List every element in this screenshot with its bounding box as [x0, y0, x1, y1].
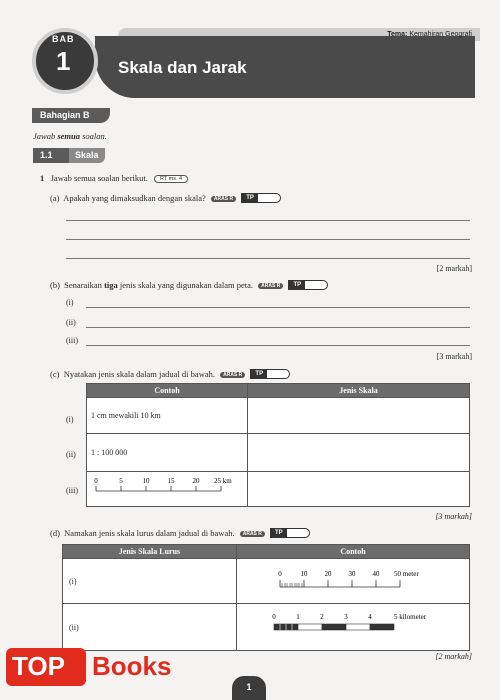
- table-header: Contoh: [87, 384, 248, 398]
- answer-line[interactable]: [66, 258, 470, 259]
- scale-tick-label: 40: [372, 570, 380, 578]
- scale-tick-label: 25 km: [214, 477, 232, 485]
- table-header: Jenis Skala: [248, 384, 470, 398]
- table-cell: [237, 559, 470, 604]
- chapter-title: Skala dan Jarak: [118, 58, 247, 77]
- linear-scale-meter: [237, 559, 469, 601]
- row-label: (i): [69, 576, 77, 586]
- answer-cell[interactable]: [63, 604, 237, 651]
- marks-c: [3 markah]: [435, 512, 472, 521]
- answer-line[interactable]: [86, 345, 470, 346]
- table-header: Contoh: [237, 545, 470, 559]
- scale-tick-label: 0: [94, 477, 98, 485]
- aras-badge: ARAS R: [220, 372, 245, 378]
- scale-tick-label: 3: [344, 613, 348, 621]
- answer-cell[interactable]: [248, 398, 470, 434]
- scale-tick-label: 0: [278, 570, 282, 578]
- scale-tick-label: 20: [324, 570, 332, 578]
- topbooks-logo: TOP Books: [6, 648, 186, 686]
- scale-tick-label: 30: [348, 570, 356, 578]
- scale-tick-label: 15: [167, 477, 175, 485]
- scale-tick-label: 5 kilometer: [394, 613, 427, 621]
- table-cell: 1 : 100 000: [87, 434, 248, 472]
- table-header: Jenis Skala Lurus: [63, 545, 237, 559]
- scale-type-table: [86, 383, 470, 507]
- marks-d: [2 markah]: [435, 652, 472, 661]
- aras-badge: ARAS R: [211, 196, 236, 202]
- table-cell: 1 cm mewakili 10 km: [87, 398, 248, 434]
- answer-line[interactable]: [86, 307, 470, 308]
- scale-tick-label: 1: [296, 613, 300, 621]
- answer-cell[interactable]: [63, 559, 237, 604]
- scale-tick-label: 4: [368, 613, 372, 621]
- scale-tick-label: 2: [320, 613, 324, 621]
- theme-label: Tema: Kemahiran Geografi: [387, 31, 472, 38]
- chapter-badge-label: BAB: [52, 34, 75, 44]
- question-a: (a) Apakah yang dimaksudkan dengan skala? ARAS R TP: [50, 193, 281, 203]
- answer-cell[interactable]: [248, 434, 470, 472]
- rt-badge: RT ms. 4: [154, 175, 188, 183]
- scale-tick-label: 0: [272, 613, 276, 621]
- tp-badge: TP: [270, 528, 310, 538]
- page-number: 1: [232, 676, 266, 700]
- tp-badge: TP: [288, 280, 328, 290]
- list-item-label: (iii): [66, 336, 78, 345]
- list-item-label: (ii): [66, 318, 76, 327]
- row-label: (ii): [69, 622, 79, 632]
- answer-cell[interactable]: [248, 472, 470, 507]
- linear-scale-kilometer: [237, 604, 469, 648]
- row-label: (i): [66, 415, 74, 424]
- answer-line[interactable]: [66, 220, 470, 221]
- question-b: (b) Senaraikan tiga jenis skala yang digunakan dalam peta. ARAS R TP: [50, 280, 328, 290]
- scale-tick-label: 10: [300, 570, 308, 578]
- table-cell: [237, 604, 470, 651]
- aras-badge: ARAS R: [240, 531, 265, 537]
- scale-tick-label: 50 meter: [394, 570, 419, 578]
- chapter-number: 1: [56, 46, 71, 76]
- answer-line[interactable]: [86, 327, 470, 328]
- answer-line[interactable]: [66, 239, 470, 240]
- scale-tick-label: 20: [192, 477, 200, 485]
- tp-badge: TP: [241, 193, 281, 203]
- linear-scale-table: [62, 544, 470, 651]
- tp-badge: TP: [250, 369, 290, 379]
- marks-a: [2 markah]: [436, 264, 472, 273]
- row-label: (iii): [66, 486, 78, 495]
- section-tab: Bahagian B: [32, 108, 110, 123]
- subsection-tab: 1.1 Skala: [33, 148, 103, 163]
- scale-tick-label: 10: [142, 477, 150, 485]
- row-label: (ii): [66, 450, 76, 459]
- scale-tick-label: 5: [119, 477, 123, 485]
- list-item-label: (i): [66, 298, 74, 307]
- instruction: Jawab semua soalan.: [33, 131, 107, 141]
- linear-scale-km: [87, 472, 247, 504]
- table-cell: [87, 472, 248, 507]
- aras-badge: ARAS R: [258, 283, 283, 289]
- question-1: 1 Jawab semua soalan berikut. RT ms. 4: [40, 173, 188, 183]
- question-d: (d) Namakan jenis skala lurus dalam jadual di bawah. ARAS R TP: [50, 528, 310, 538]
- chapter-header: [0, 0, 500, 100]
- marks-b: [3 markah]: [436, 352, 472, 361]
- question-c: (c) Nyatakan jenis skala dalam jadual di bawah. ARAS R TP: [50, 369, 290, 379]
